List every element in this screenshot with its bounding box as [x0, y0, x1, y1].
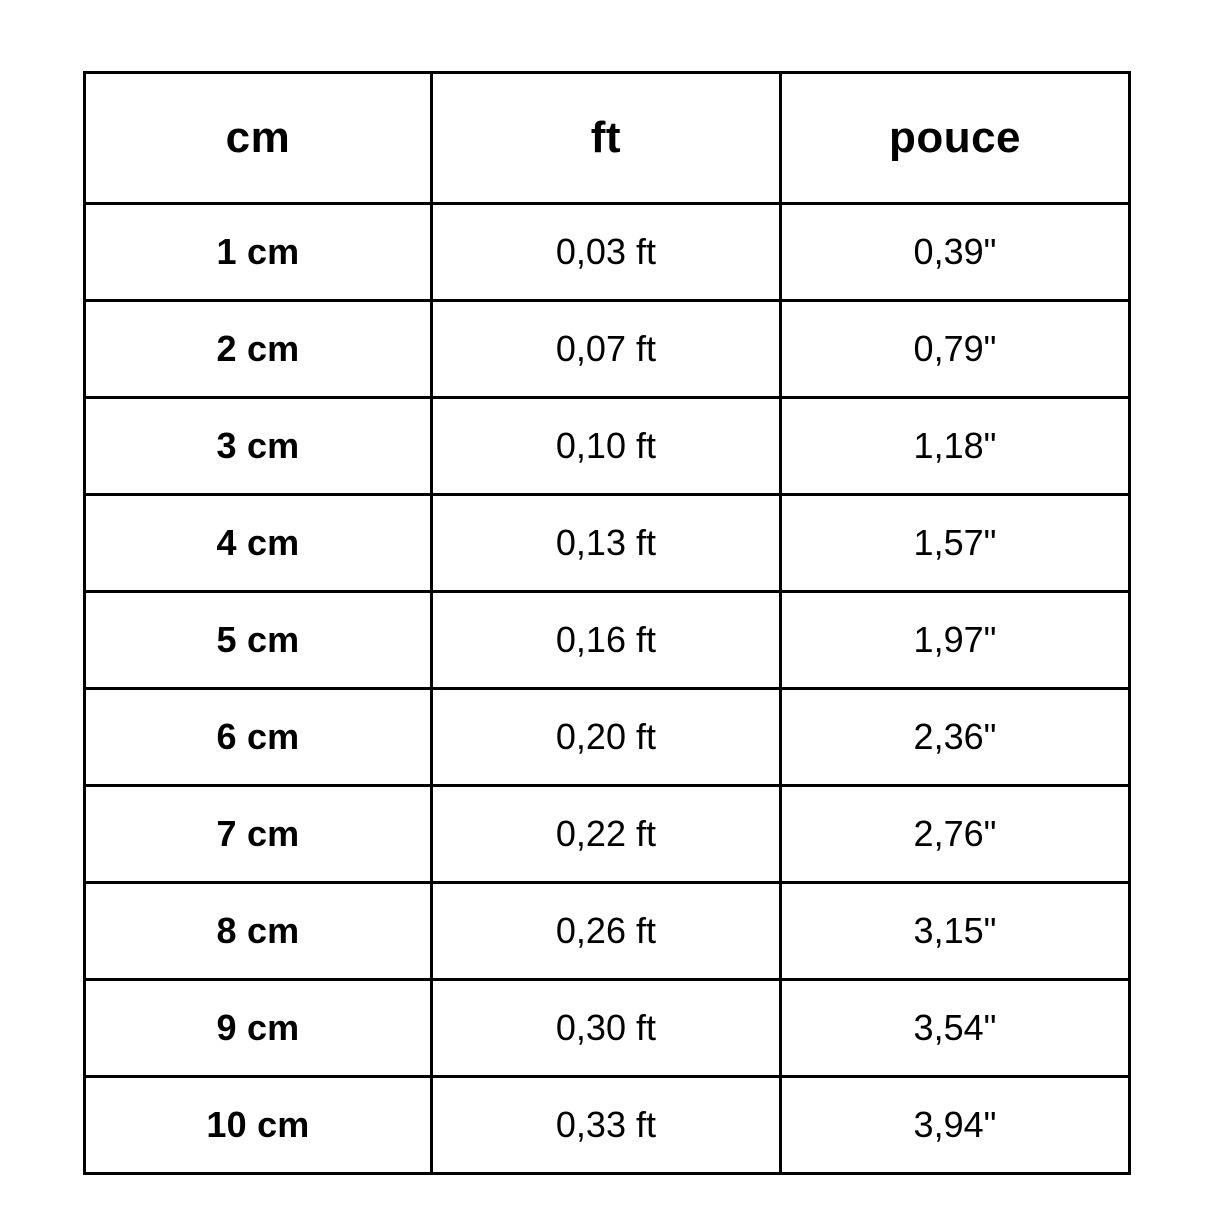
cell-ft: 0,26 ft — [431, 883, 780, 980]
cell-ft: 0,30 ft — [431, 980, 780, 1077]
cell-ft: 0,07 ft — [431, 301, 780, 398]
cell-pouce: 2,76" — [780, 786, 1129, 883]
cell-ft: 0,33 ft — [431, 1077, 780, 1174]
table-row — [85, 204, 1130, 301]
cell-pouce: 1,18" — [780, 398, 1129, 495]
table-row — [85, 786, 1130, 883]
cell-ft: 0,16 ft — [431, 592, 780, 689]
cell-ft: 0,20 ft — [431, 689, 780, 786]
cell-cm: 1 cm — [85, 204, 432, 301]
cell-ft: 0,13 ft — [431, 495, 780, 592]
table-row — [85, 398, 1130, 495]
conversion-table — [83, 71, 1131, 1175]
table-row — [85, 980, 1130, 1077]
cell-cm: 9 cm — [85, 980, 432, 1077]
cell-cm: 10 cm — [85, 1077, 432, 1174]
cell-pouce: 3,15" — [780, 883, 1129, 980]
table-row — [85, 592, 1130, 689]
cell-ft: 0,22 ft — [431, 786, 780, 883]
conversion-table-container — [83, 71, 1131, 1143]
table-body — [85, 204, 1130, 1174]
cell-pouce: 0,39" — [780, 204, 1129, 301]
cell-cm: 7 cm — [85, 786, 432, 883]
cell-cm: 5 cm — [85, 592, 432, 689]
cell-cm: 8 cm — [85, 883, 432, 980]
cell-cm: 2 cm — [85, 301, 432, 398]
table-row — [85, 1077, 1130, 1174]
cell-pouce: 1,57" — [780, 495, 1129, 592]
column-header-ft: ft — [431, 73, 780, 204]
table-header-row — [85, 73, 1130, 204]
table-row — [85, 883, 1130, 980]
cell-pouce: 0,79" — [780, 301, 1129, 398]
table-row — [85, 689, 1130, 786]
cell-ft: 0,03 ft — [431, 204, 780, 301]
cell-cm: 4 cm — [85, 495, 432, 592]
cell-cm: 3 cm — [85, 398, 432, 495]
column-header-pouce: pouce — [780, 73, 1129, 204]
table-row — [85, 301, 1130, 398]
table-header — [85, 73, 1130, 204]
cell-ft: 0,10 ft — [431, 398, 780, 495]
cell-pouce: 3,54" — [780, 980, 1129, 1077]
column-header-cm: cm — [85, 73, 432, 204]
cell-cm: 6 cm — [85, 689, 432, 786]
cell-pouce: 3,94" — [780, 1077, 1129, 1174]
table-row — [85, 495, 1130, 592]
cell-pouce: 2,36" — [780, 689, 1129, 786]
cell-pouce: 1,97" — [780, 592, 1129, 689]
